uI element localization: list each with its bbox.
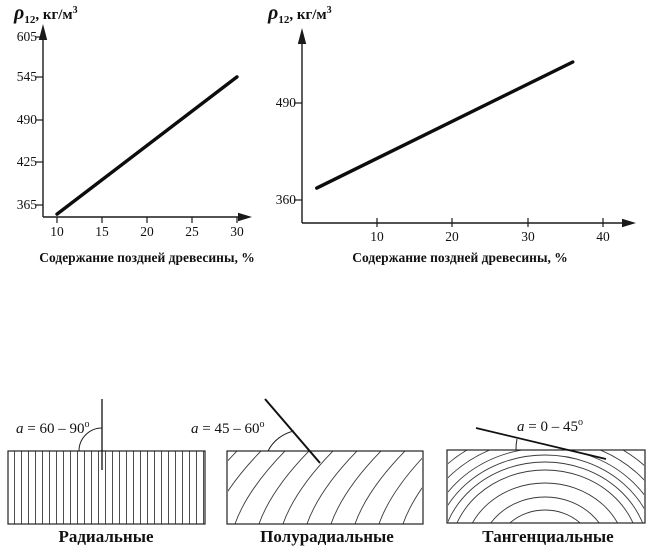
y-tick-label: 425 — [16, 154, 37, 169]
semiradial-angle-arc — [268, 431, 294, 451]
radial-grain-fill — [8, 451, 205, 524]
rho-symbol: ρ — [268, 2, 279, 24]
x-tick-marks — [57, 217, 237, 223]
radial-angle-annotation: a = 60 – 90$^o$ — [16, 419, 90, 437]
units-text: , кг/м — [289, 7, 327, 23]
x-tick-label: 10 — [50, 224, 64, 239]
chart-left-title — [14, 2, 78, 26]
y-tick-label: 490 — [275, 95, 296, 110]
y-tick-label: 605 — [16, 29, 37, 44]
units-superscript: 3 — [326, 5, 332, 16]
diagram-radial — [8, 399, 205, 524]
y-tick-label: 545 — [16, 69, 37, 84]
x-tick-label: 20 — [140, 224, 154, 239]
x-axis-arrow-icon — [622, 219, 636, 227]
chart-left-density-vs-latewood — [0, 0, 265, 280]
rho-subscript: 12 — [24, 14, 36, 26]
data-line-density-left — [57, 77, 237, 214]
x-tick-label: 15 — [95, 224, 109, 239]
data-line-density-right — [317, 62, 573, 188]
semiradial-angle-annotation: a = 45 – 60$^o$ — [191, 419, 265, 437]
x-tick-label: 25 — [185, 224, 199, 239]
tangential-angle-annotation: a = 0 – 45$^o$ — [517, 417, 583, 435]
units-superscript: 3 — [72, 5, 78, 16]
label-radial: Радиальные — [58, 527, 154, 546]
x-axis-caption: Содержание поздней древесины, % — [39, 250, 255, 265]
semiradial-board-rect — [227, 451, 423, 524]
x-tick-label: 40 — [596, 229, 610, 244]
y-tick-label: 365 — [16, 197, 37, 212]
y-tick-label: 490 — [16, 112, 37, 127]
label-semiradial: Полурадиальные — [260, 527, 394, 546]
rho-subscript: 12 — [278, 14, 290, 26]
y-tick-label: 360 — [275, 192, 296, 207]
y-axis-arrow-icon — [298, 28, 306, 44]
chart-right-density-vs-latewood — [265, 0, 652, 280]
tangential-angle-arc — [516, 439, 517, 450]
label-tangential: Тангенциальные — [482, 527, 614, 546]
x-tick-label: 20 — [445, 229, 459, 244]
x-axis-arrow-icon — [238, 213, 252, 221]
x-axis-caption: Содержание поздней древесины, % — [352, 250, 568, 265]
x-tick-label: 10 — [370, 229, 384, 244]
x-tick-label: 30 — [521, 229, 535, 244]
rho-symbol: ρ — [14, 2, 25, 24]
units-text: , кг/м — [35, 7, 73, 23]
y-tick-marks — [294, 103, 302, 200]
chart-right-title — [268, 2, 332, 26]
x-tick-label: 30 — [230, 224, 244, 239]
y-tick-marks — [36, 37, 43, 205]
